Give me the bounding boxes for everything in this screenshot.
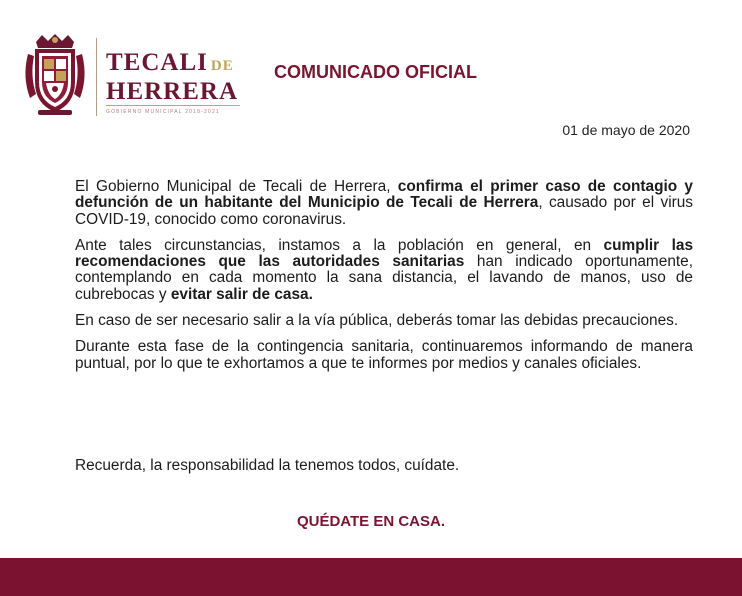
paragraph-4: Durante esta fase de la contingencia sanitaria, continuaremos informando de manera puntual, por lo que te exhortamos a que te informes por medios y canales oficiales. (75, 338, 693, 372)
statement-date: 01 de mayo de 2020 (562, 122, 690, 138)
logo-subtitle: GOBIERNO MUNICIPAL 2018-2021 (106, 109, 220, 115)
logo-name-de: DE (210, 58, 234, 74)
statement-body (75, 179, 693, 382)
footer-bar (0, 558, 742, 596)
paragraph-3: En caso de ser necesario salir a la vía pública, deberás tomar las debidas precauciones. (75, 312, 679, 330)
page-title: COMUNICADO OFICIAL (274, 62, 477, 82)
logo-divider (96, 38, 97, 116)
paragraph-1: El Gobierno Municipal de Tecali de Herrera, confirma el primer caso de contagio y defunción de un habitante del Municipio de Tecali de Herrera, causado por el virus COVID-19, conocido como coronavirus. (75, 178, 693, 228)
municipality-wordmark (106, 49, 246, 115)
paragraph-2: Ante tales circunstancias, instamos a la población en general, en cumplir las recomendaciones que las autoridades sanitarias han indicado oportunamente, contemplando en cada momento la sana distancia, el lavando de manos, uso de cubrebocas y evitar salir de casa. (75, 236, 694, 303)
municipal-seal-logo (22, 32, 88, 118)
stay-home-slogan: QUÉDATE EN CASA. (296, 513, 446, 530)
logo-underline (106, 105, 240, 106)
logo-name-tecali: TECALI (106, 49, 208, 76)
logo-name-herrera: HERRERA (106, 78, 239, 105)
closing-line: Recuerda, la responsabilidad la tenemos todos, cuídate. (75, 457, 460, 474)
